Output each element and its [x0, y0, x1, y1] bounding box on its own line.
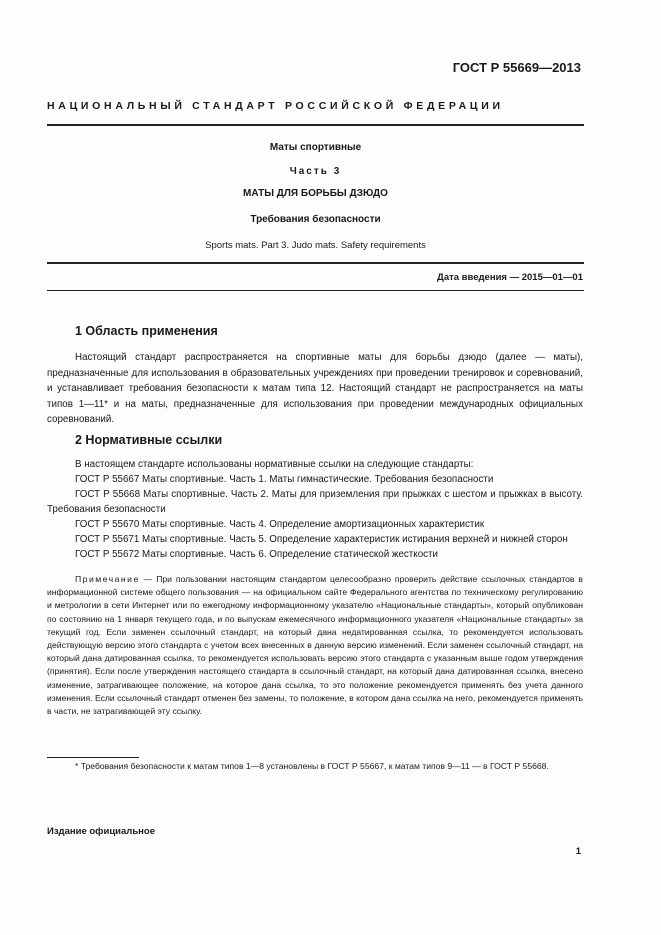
english-title: Sports mats. Part 3. Judo mats. Safety requirements — [205, 240, 426, 251]
reference-item: ГОСТ Р 55671 Маты спортивные. Часть 5. Определение характеристик истирания верхней и нижней сторон — [75, 534, 568, 545]
standard-subtitle: МАТЫ ДЛЯ БОРЬБЫ ДЗЮДО — [243, 188, 388, 199]
section2-heading: 2 Нормативные ссылки — [75, 433, 223, 447]
footnote-separator — [47, 757, 139, 758]
footnote — [47, 760, 583, 774]
top-rule — [47, 124, 584, 126]
note-block — [47, 573, 583, 718]
footnote-text: * Требования безопасности к матам типов 1—8 установлены в ГОСТ Р 55667, к матам типов 9—11 — в ГОСТ Р 55668. — [75, 761, 549, 771]
note-text: — При пользовании настоящим стандартом целесообразно проверить действие ссылочных стандартов в информационной системе общего пользования — на официальном сайте Федерального агентства по техническому регулированию и метрологии в сети Интернет или по ежегодному информационному указателю «Национальные стандарты», который опубликован по состоянию на 1 января текущего года, и по выпускам ежемесячного информационного указателя «Национальные стандарты» за текущий год. Если заменен ссылочный стандарт, на который дана недатированная ссылка, то рекомендуется использовать действующую версию этого стандарта с учетом всех внесенных в данную версию изменений. Если заменен ссылочный стандарт, на который дана датированная ссылка, то рекомендуется использовать версию этого стандарта с указанным выше годом утверждения (принятия). Если после утверждения настоящего стандарта в ссылочный стандарт, на который дана датированная ссылка, внесено изменение, затрагивающее положение, на которое дана ссылка, то это положение рекомендуется применять без учета данного изменения. Если ссылочный стандарт отменен без замены, то положение, в котором дана ссылка на него, рекомендуется применять в части, не затрагивающей эту ссылку. — [47, 574, 583, 717]
intro-date: Дата введения — 2015—01—01 — [437, 272, 583, 283]
national-standard-banner: НАЦИОНАЛЬНЫЙ СТАНДАРТ РОССИЙСКОЙ ФЕДЕРАЦИИ — [47, 100, 504, 112]
edition-label: Издание официальное — [47, 826, 155, 837]
page-number: 1 — [575, 846, 581, 857]
note-label: Примечание — [75, 574, 140, 584]
part-label: Часть 3 — [289, 166, 342, 177]
section2-references — [47, 457, 583, 562]
reference-item: ГОСТ Р 55672 Маты спортивные. Часть 6. Определение статической жесткости — [75, 549, 438, 560]
requirements-label: Требования безопасности — [250, 214, 381, 225]
section1-body — [47, 350, 583, 428]
references-intro: В настоящем стандарте использованы нормативные ссылки на следующие стандарты: — [75, 459, 474, 470]
date-rule — [47, 290, 584, 291]
title-bottom-rule — [47, 262, 584, 264]
section1-heading: 1 Область применения — [75, 324, 218, 338]
reference-item: ГОСТ Р 55670 Маты спортивные. Часть 4. Определение амортизационных характеристик — [75, 519, 485, 530]
standard-title: Маты спортивные — [269, 142, 362, 153]
section1-paragraph: Настоящий стандарт распространяется на спортивные маты для борьбы дзюдо (далее — маты), предназначенные для использования в образовательных учреждениях при проведении тренировок и соревнований, и устанавливает требования безопасности к матам типа 12. Настоящий стандарт не распространяется на маты типов 1—11* и на маты, предназначенные для использования при проведении международных официальных соревнований. — [47, 352, 583, 425]
note-paragraph — [47, 573, 583, 718]
reference-item: ГОСТ Р 55667 Маты спортивные. Часть 1. Маты гимнастические. Требования безопасности — [75, 474, 494, 485]
document-code: ГОСТ Р 55669—2013 — [452, 60, 581, 75]
reference-item: ГОСТ Р 55668 Маты спортивные. Часть 2. Маты для приземления при прыжках с шестом и прыжках в высоту. Требования безопасности — [47, 489, 583, 515]
